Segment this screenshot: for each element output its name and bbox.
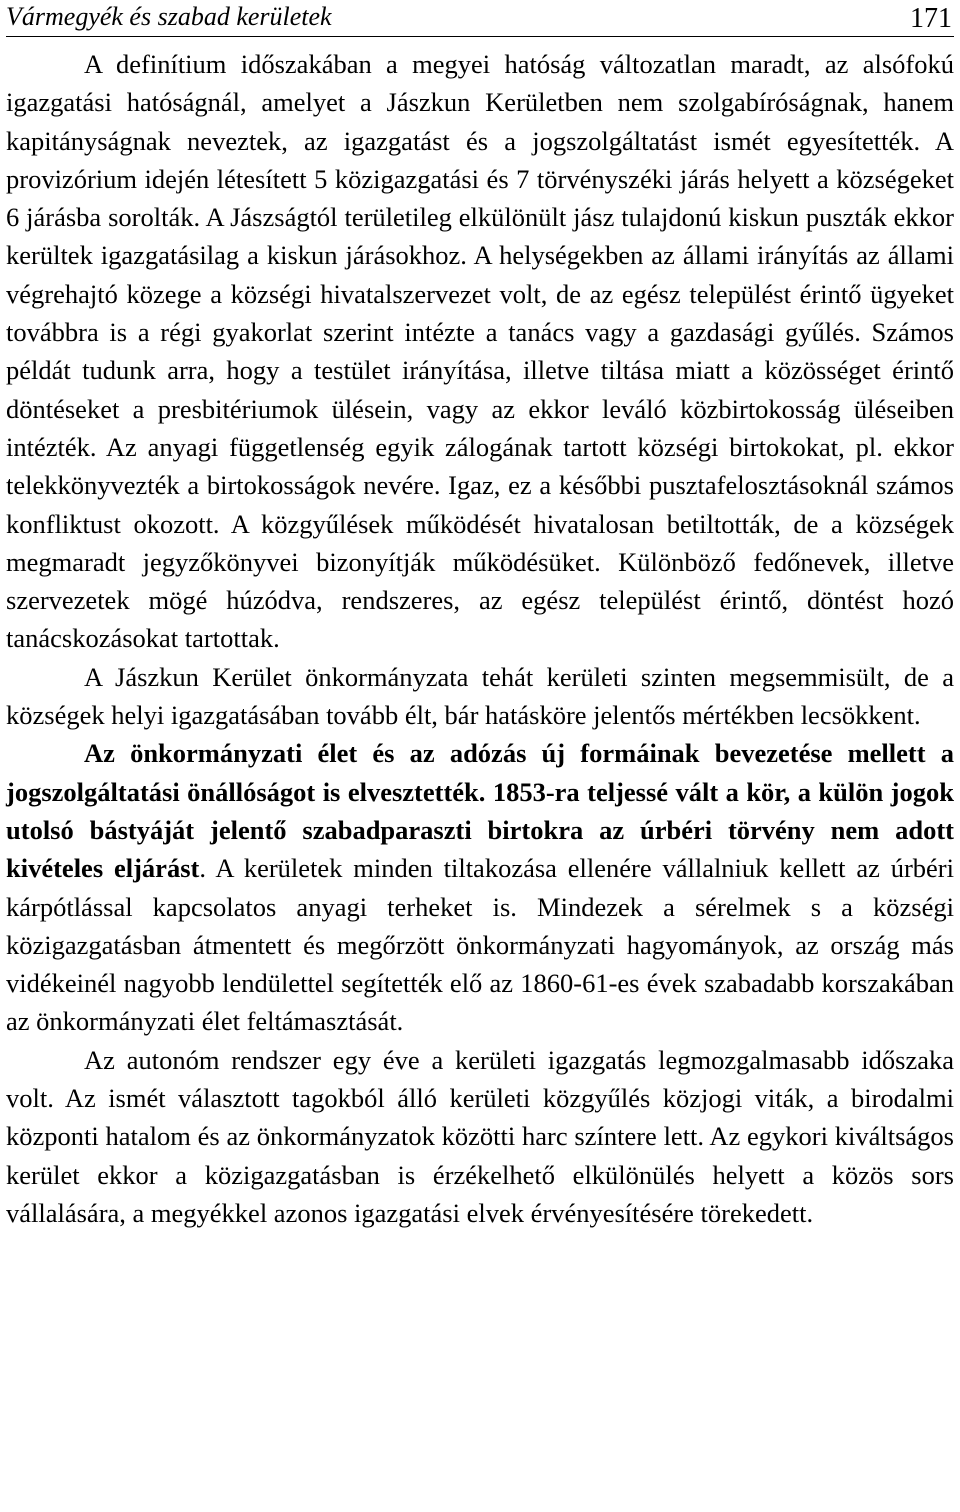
paragraph-2-text: A Jászkun Kerület önkormányzata tehát kerületi szinten megsemmisült, de a községek helyi igazgatásában tovább élt, bár hatásköre jelentős mértékben lecsökkent. — [6, 661, 954, 731]
paragraph-4 — [6, 1041, 954, 1232]
book-page — [6, 0, 954, 1232]
running-title: Vármegyék és szabad kerületek — [6, 2, 332, 31]
paragraph-2 — [6, 658, 954, 735]
page-number: 171 — [910, 3, 952, 34]
paragraph-1-text: A definítium időszakában a megyei hatóság változatlan maradt, az alsófokú igazgatási hatóságnál, amelyet a Jászkun Kerületben nem szolgabíróságnak, hanem kapitányságnak neveztek, az igazgatást és a jogszolgáltatást ismét egyesítették. A provizórium idején létesített 5 közigazgatási és 7 törvényszéki járás helyett a községeket 6 járásba sorolták. A Jászságtól területileg elkülönült jász tulajdonú kiskun puszták ekkor kerültek igazgatásilag a kiskun járásokhoz. A helységekben az állami irányítás az állami végrehajtó közege a községi hivatalszervezet volt, de az egész települést érintő ügyeket továbbra is a régi gyakorlat szerint intézte a tanács vagy a gazdasági gyűlés. Számos példát tudunk arra, hogy a testület irányítása, illetve tiltása miatt a közösséget érintő döntéseket a presbitériumok ülésein, vagy az ekkor leváló közbirtokosság üléseiben intézték. Az anyagi függetlenség egyik zálogának tartott községi birtokokat, pl. ekkor telekkönyvezték a birtokosságok nevére. Igaz, ez a későbbi pusztafelosztásoknál számos konfliktust okozott. A közgyűlések működését hivatalosan betiltották, de a községek megmaradt jegyzőkönyvei bizonyítják működésüket. Különböző fedőnevek, illetve szervezetek mögé húzódva, rendszeres, az egész települést érintő, döntést hozó tanácskozásokat tartottak. — [6, 49, 954, 654]
paragraph-3 — [6, 734, 954, 1040]
paragraph-1 — [6, 45, 954, 658]
paragraph-3-text: . A kerületek minden tiltakozása ellenére vállalniuk kellett az úrbéri kárpótlással kapcsolatos anyagi terheket is. Mindezek a sérelmek s a községi közigazgatásban átmentett és megőrzött önkormányzati hagyományok, az ország más vidékeinél nagyobb lendülettel segítették elő az 1860-61-es évek szabadabb korszakában az önkormányzati élet feltámasztását. — [6, 853, 954, 1037]
body-text — [6, 45, 954, 1232]
paragraph-3-bold-text: Az önkormányzati élet és az adózás új formáinak bevezetése mellett a jogszolgáltatási önállóságot is elvesztették. 1853-ra teljessé vált a kör, a külön jogok utolsó bástyáját jelentő szabadparaszti birtokra az úrbéri törvény nem adott kivételes eljárást — [6, 738, 954, 884]
running-header — [6, 0, 954, 37]
paragraph-4-text: Az autonóm rendszer egy éve a kerületi igazgatás legmozgalmasabb időszaka volt. Az ismét választott tagokból álló kerületi közgyűlés közjogi viták, a birodalmi központi hatalom és az önkormányzatok közötti harc színtere lett. Az egykori kiváltságos kerület ekkor a közigazgatásban is érzékelhető elkülönülés helyett a közös sors vállalására, a megyékkel azonos igazgatási elvek érvényesítésére törekedett. — [6, 1044, 954, 1228]
